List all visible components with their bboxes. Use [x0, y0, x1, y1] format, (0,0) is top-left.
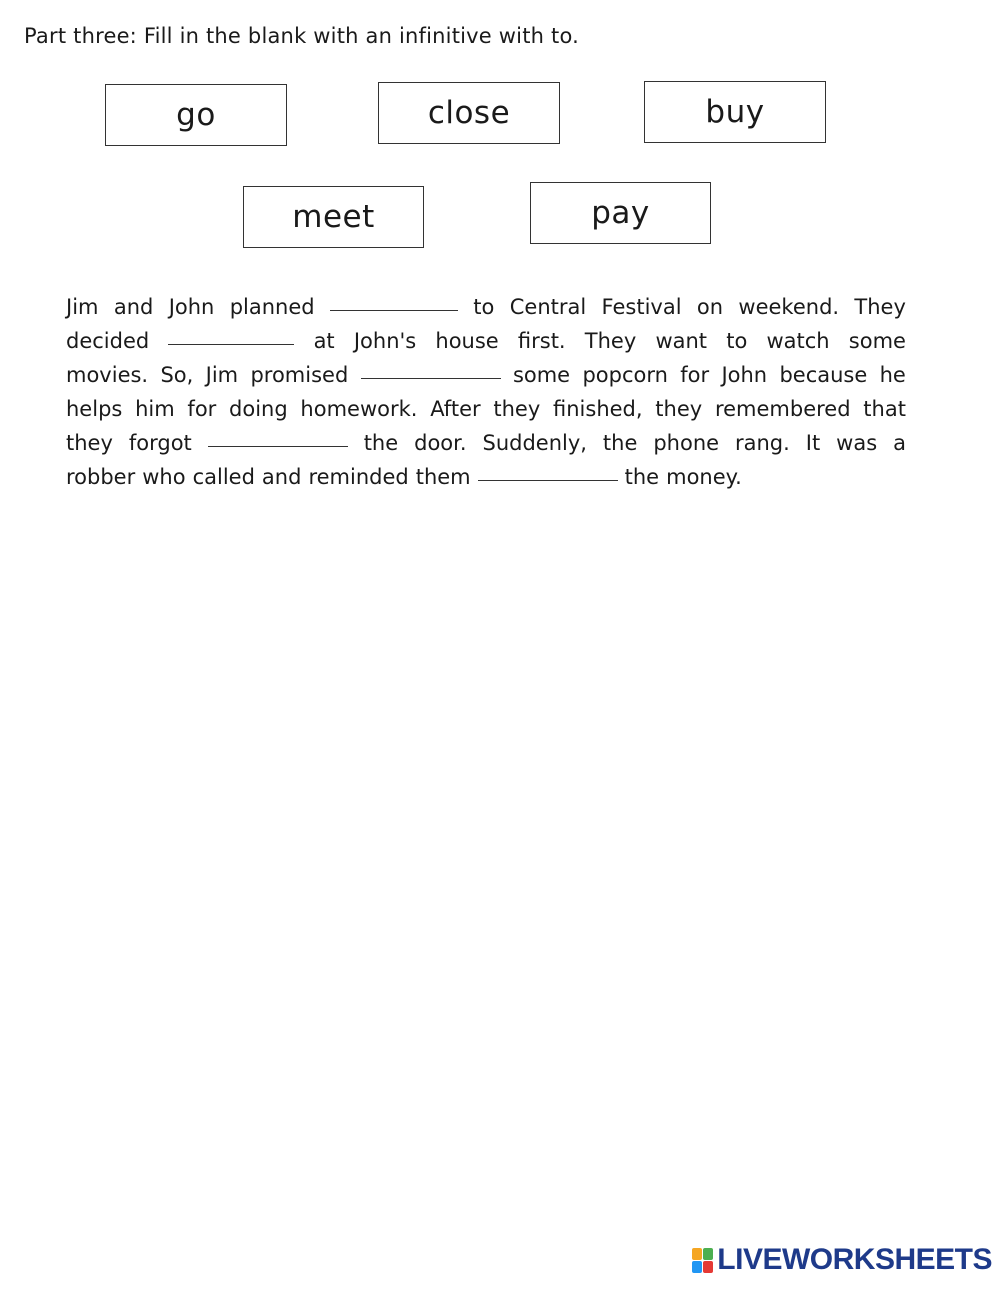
logo-block [703, 1248, 713, 1260]
passage-word: Jim [66, 295, 99, 319]
passage-word: decided [66, 329, 150, 353]
passage-word: the [363, 431, 399, 455]
passage-word: homework. [300, 397, 418, 421]
passage-word: him [135, 397, 175, 421]
passage-line [66, 426, 906, 460]
passage-word: reminded [308, 465, 409, 489]
passage-word: want [655, 329, 708, 353]
passage-line [66, 392, 906, 426]
passage-word: the [624, 465, 660, 489]
passage-word: So, [160, 363, 194, 387]
answer-blank-2[interactable] [168, 324, 294, 345]
passage-word: movies. [66, 363, 149, 387]
passage-word: some [512, 363, 571, 387]
passage-word: forgot [128, 431, 192, 455]
passage-word: them [415, 465, 471, 489]
passage-word: watch [766, 329, 830, 353]
passage-word: because [779, 363, 868, 387]
passage-line [66, 290, 906, 324]
passage-word: It [805, 431, 821, 455]
passage-word: they [493, 397, 541, 421]
passage-word: first. [517, 329, 566, 353]
passage-word: called [192, 465, 255, 489]
passage-word: Suddenly, [482, 431, 587, 455]
passage-word: rang. [735, 431, 790, 455]
word-box-pay[interactable]: pay [530, 182, 711, 244]
instruction-text: Part three: Fill in the blank with an infinitive with to. [24, 24, 580, 48]
passage-word: for [680, 363, 710, 387]
passage-word: promised [250, 363, 349, 387]
logo-block [692, 1248, 702, 1260]
word-box-close[interactable]: close [378, 82, 560, 144]
answer-blank-3[interactable] [361, 358, 501, 379]
passage-word: Festival [601, 295, 682, 319]
passage-word: John [721, 363, 768, 387]
passage-word: he [879, 363, 906, 387]
passage-line [66, 358, 906, 392]
word-box-meet[interactable]: meet [243, 186, 424, 248]
answer-blank-1[interactable] [330, 290, 458, 311]
passage-word: Jim [205, 363, 239, 387]
answer-blank-5[interactable] [478, 460, 618, 481]
passage-word: They [584, 329, 637, 353]
passage [66, 290, 906, 494]
passage-word: the [602, 431, 638, 455]
passage-word: on [696, 295, 724, 319]
logo-blocks-icon [692, 1248, 713, 1273]
passage-word: finished, [553, 397, 643, 421]
word-box-buy[interactable]: buy [644, 81, 826, 143]
passage-word: planned [229, 295, 315, 319]
passage-word: John [168, 295, 215, 319]
passage-word: popcorn [582, 363, 668, 387]
passage-word: at [313, 329, 335, 353]
passage-word: that [863, 397, 906, 421]
passage-word: phone [653, 431, 720, 455]
passage-word: to [473, 295, 495, 319]
passage-word: they [66, 431, 113, 455]
passage-word: and [113, 295, 154, 319]
passage-word: was [836, 431, 878, 455]
liveworksheets-logo [692, 1243, 992, 1277]
passage-word: for [187, 397, 217, 421]
passage-word: and [261, 465, 302, 489]
passage-word: Central [509, 295, 587, 319]
passage-word: door. [414, 431, 467, 455]
logo-block [703, 1261, 713, 1273]
passage-word: some [848, 329, 906, 353]
passage-word: doing [229, 397, 288, 421]
passage-line [66, 460, 906, 494]
passage-word: a [893, 431, 906, 455]
answer-blank-4[interactable] [208, 426, 348, 447]
passage-word: robber [66, 465, 136, 489]
passage-word: remembered [714, 397, 851, 421]
passage-word: to [726, 329, 748, 353]
passage-line [66, 324, 906, 358]
logo-text: LIVEWORKSHEETS [717, 1243, 992, 1276]
word-box-go[interactable]: go [105, 84, 287, 146]
passage-word: who [142, 465, 186, 489]
passage-word: John's [353, 329, 417, 353]
passage-word: house [435, 329, 499, 353]
passage-word: money. [666, 465, 742, 489]
passage-word: weekend. [738, 295, 840, 319]
passage-word: After [430, 397, 481, 421]
passage-word: they [655, 397, 703, 421]
logo-block [692, 1261, 702, 1273]
passage-word: helps [66, 397, 123, 421]
passage-word: They [854, 295, 906, 319]
